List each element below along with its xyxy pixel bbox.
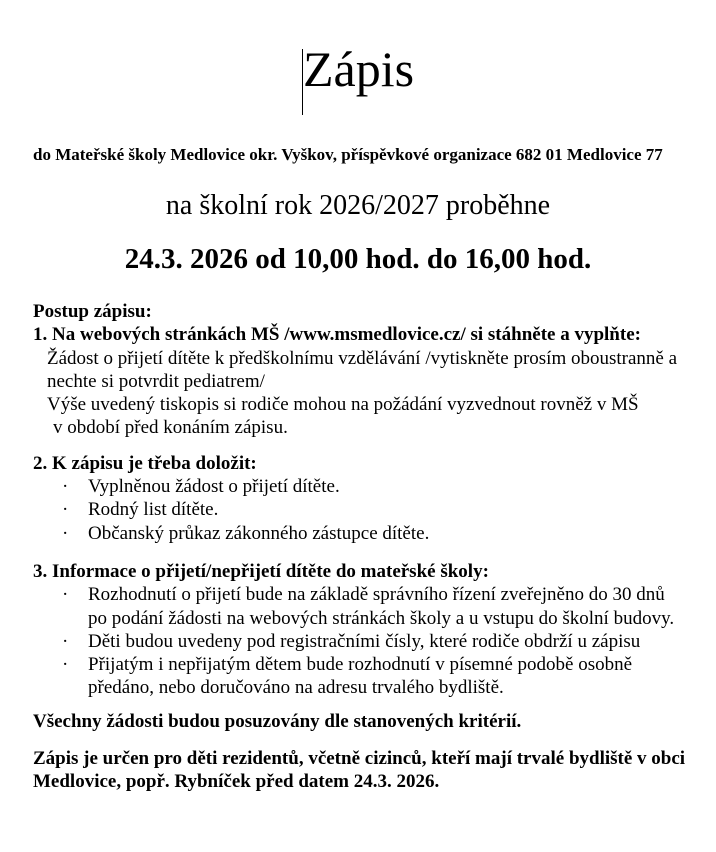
step1-line: v období před konáním zápisu. bbox=[53, 417, 288, 439]
title-row bbox=[0, 34, 716, 104]
residency-note: Zápis je určen pro děti rezidentů, včetně cizinců, kteří mají trvalé bydliště v obci Medlovice, popř. Rybníček před datem 24.3. 2026. bbox=[33, 748, 686, 793]
procedure-heading: Postup zápisu: bbox=[33, 301, 152, 322]
step1-line: Žádost o přijetí dítěte k předškolnímu vzdělávání /vytiskněte prosím oboustranně a bbox=[47, 347, 678, 369]
list-item bbox=[33, 630, 686, 653]
list-item-text: Občanský průkaz zákonného zástupce dítěte. bbox=[88, 522, 430, 544]
list-item-text: Rozhodnutí o přijetí bude na základě správního řízení zveřejněno do 30 dnů po podání žádosti na webových stránkách školy a u vstupu do školní budovy. bbox=[88, 584, 675, 629]
bullet-icon: · bbox=[62, 630, 69, 652]
enrollment-date-line: 24.3. 2026 od 10,00 hod. do 16,00 hod. bbox=[124, 243, 592, 275]
bullet-icon: · bbox=[62, 499, 69, 521]
step1-line: nechte si potvrdit pediatrem/ bbox=[47, 370, 265, 392]
list-item bbox=[33, 653, 686, 700]
step2-title: 2. K zápisu je třeba doložit: bbox=[33, 452, 257, 474]
documents-section bbox=[33, 452, 686, 545]
step1-line: Výše uvedený tiskopis si rodiče mohou na požádání vyzvednout rovněž v MŠ bbox=[47, 394, 639, 416]
bullet-icon: · bbox=[62, 476, 69, 498]
list-item bbox=[33, 522, 686, 545]
list-item bbox=[33, 583, 686, 630]
list-item-text: Rodný list dítěte. bbox=[88, 499, 219, 521]
list-item bbox=[33, 498, 686, 521]
list-item-text: Děti budou uvedeny pod registračními čísly, které rodiče obdrží u zápisu bbox=[88, 630, 641, 652]
procedure-section bbox=[33, 300, 686, 440]
bullet-icon: · bbox=[62, 654, 69, 676]
bullet-icon: · bbox=[62, 522, 69, 544]
step3-title: 3. Informace o přijetí/nepřijetí dítěte do mateřské školy: bbox=[33, 560, 489, 582]
school-year-line: na školní rok 2026/2027 proběhne bbox=[165, 190, 551, 221]
step1-title: 1. Na webových stránkách MŠ /www.msmedlovice.cz/ si stáhněte a vyplňte: bbox=[33, 324, 641, 346]
school-address-line: do Mateřské školy Medlovice okr. Vyškov, příspěvkové organizace 682 01 Medlovice 77 bbox=[33, 145, 663, 164]
bullet-icon: · bbox=[62, 584, 69, 606]
list-item-text: Přijatým i nepřijatým dětem bude rozhodnutí v písemné podobě osobně předáno, nebo doručováno na adresu trvalého bydliště. bbox=[88, 654, 633, 699]
criteria-note: Všechny žádosti budou posuzovány dle stanovených kritérií. bbox=[33, 710, 522, 732]
list-item bbox=[33, 475, 686, 498]
document-title: Zápis bbox=[302, 41, 415, 97]
list-item-text: Vyplněnou žádost o přijetí dítěte. bbox=[88, 476, 340, 498]
admission-info-section bbox=[33, 560, 686, 700]
